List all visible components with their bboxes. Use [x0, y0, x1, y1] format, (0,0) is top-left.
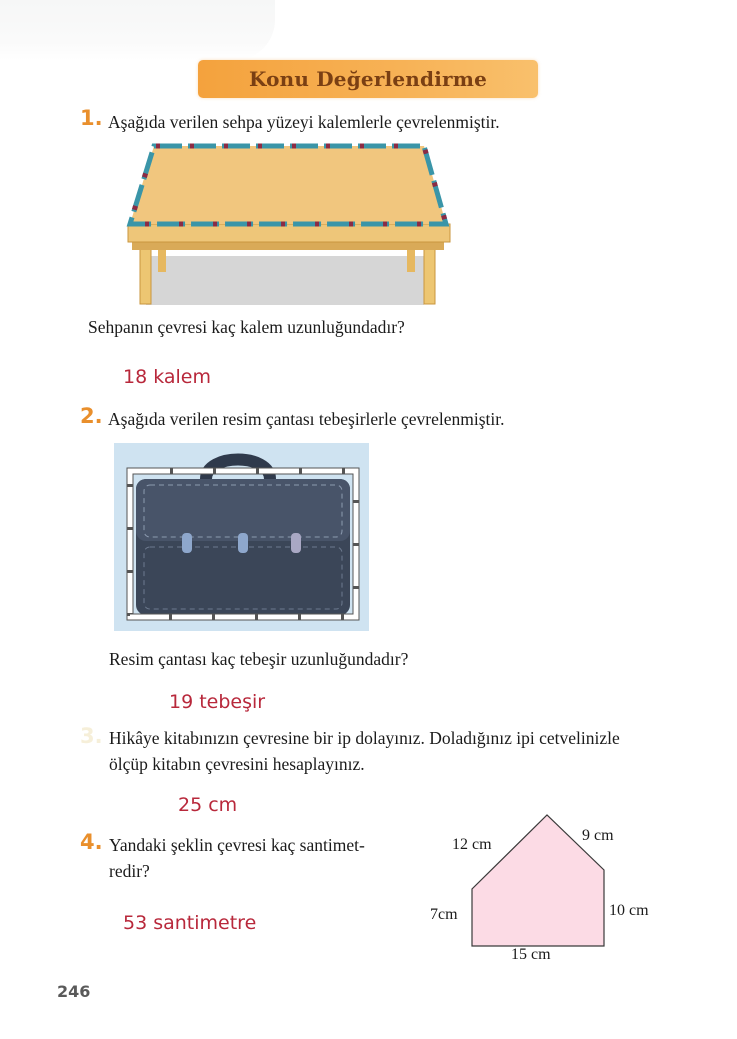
question-3-text-line2: ölçüp kitabın çevresini hesaplayınız. — [109, 754, 365, 774]
briefcase-with-chalk-icon — [114, 443, 369, 631]
briefcase-illustration — [114, 443, 369, 631]
question-3-answer: 25 cm — [178, 794, 238, 816]
question-4-answer: 53 santimetre — [123, 912, 257, 934]
pentagon-shape-icon — [420, 800, 700, 970]
question-1 — [80, 106, 103, 130]
section-title: Konu Değerlendirme — [248, 67, 488, 91]
label-left-side: 7cm — [430, 906, 458, 923]
question-4-text-line2: redir? — [109, 861, 150, 881]
table-with-pencils-icon — [124, 140, 454, 308]
question-2 — [80, 404, 103, 428]
question-number: 4. — [80, 830, 103, 854]
question-1-answer: 18 kalem — [123, 366, 212, 388]
label-right-side: 10 cm — [609, 902, 649, 919]
label-right-slope: 9 cm — [582, 827, 614, 844]
page-number: 246 — [57, 982, 91, 1001]
pentagon-figure — [420, 800, 700, 970]
question-2-subquestion: Resim çantası kaç tebeşir uzunluğundadır? — [109, 649, 409, 669]
question-2-text: Aşağıda verilen resim çantası tebeşirlerle çevrelenmiştir. — [108, 409, 505, 429]
question-3-text-line1: Hikâye kitabınızın çevresine bir ip dolayınız. Doladığınız ipi cetvelinizle — [109, 728, 620, 748]
question-1-subquestion: Sehpanın çevresi kaç kalem uzunluğundadır? — [88, 317, 405, 337]
question-4 — [80, 830, 103, 854]
question-number: 3. — [80, 724, 103, 748]
question-3 — [80, 724, 103, 748]
table-illustration — [124, 140, 454, 308]
question-2-answer: 19 tebeşir — [169, 691, 266, 713]
label-bottom: 15 cm — [511, 946, 551, 963]
question-number: 2. — [80, 404, 103, 428]
question-4-text-line1: Yandaki şeklin çevresi kaç santimet- — [109, 835, 365, 855]
section-title-banner — [198, 60, 538, 98]
question-number: 1. — [80, 106, 103, 130]
background-decoration — [0, 0, 275, 60]
label-left-slope: 12 cm — [452, 836, 492, 853]
question-1-text: Aşağıda verilen sehpa yüzeyi kalemlerle çevrelenmiştir. — [108, 112, 500, 132]
